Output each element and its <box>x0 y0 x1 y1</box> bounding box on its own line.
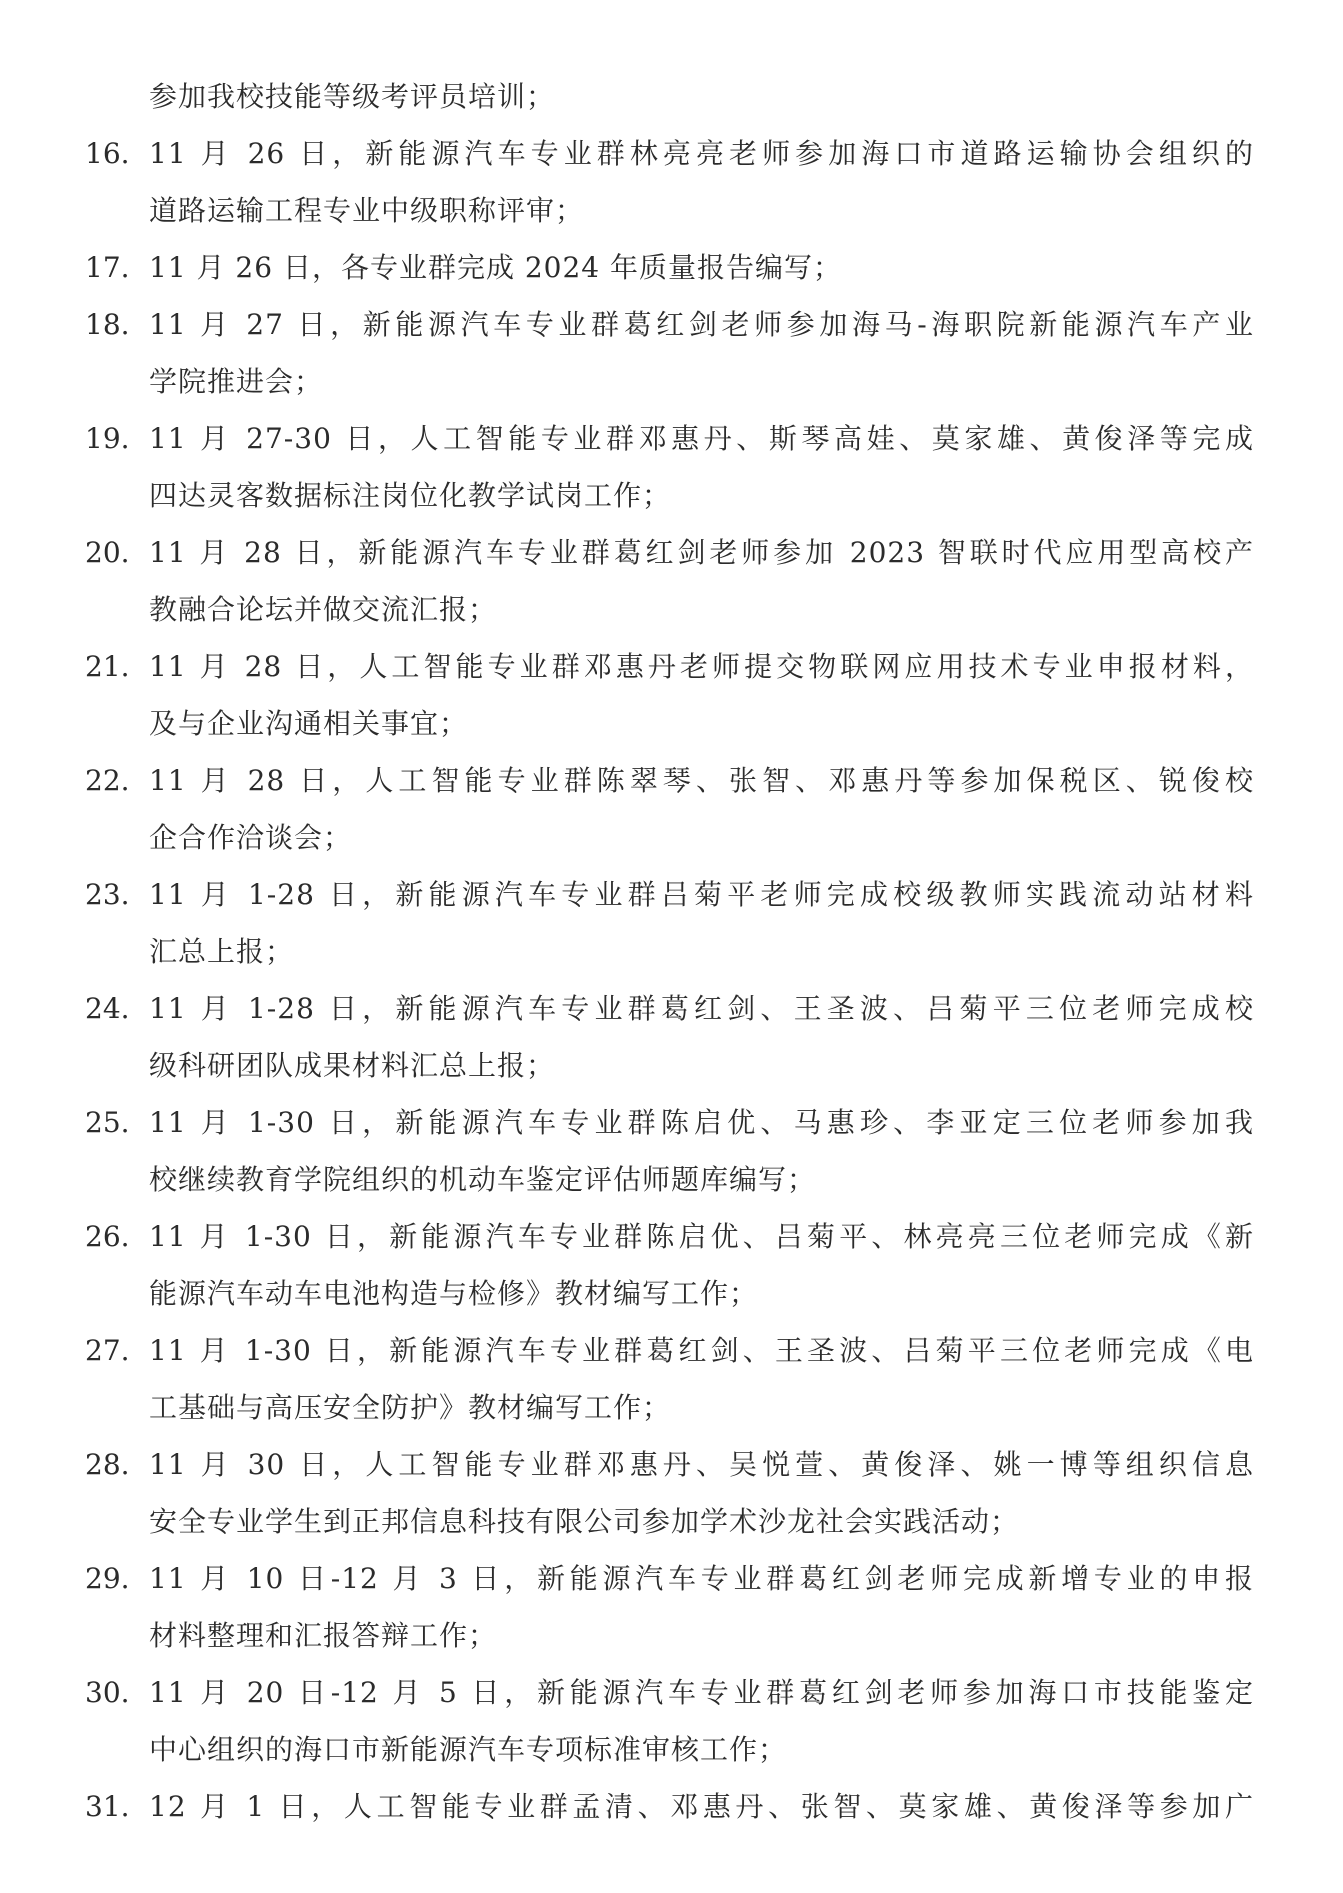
item-text <box>149 296 1259 410</box>
list-item <box>0 1664 1343 1778</box>
list-item <box>0 239 1343 296</box>
item-number: 30. <box>85 1676 130 1709</box>
list-item <box>0 410 1343 524</box>
list-item <box>0 638 1343 752</box>
item-text-line: 中心组织的海口市新能源汽车专项标准审核工作； <box>149 1733 788 1766</box>
item-text <box>149 1664 1259 1778</box>
list-item <box>0 1322 1343 1436</box>
item-number: 28. <box>85 1448 130 1481</box>
item-text-line: 11 月 28 日，新能源汽车专业群葛红剑老师参加 2023 智联时代应用型高校产 <box>149 536 1254 569</box>
item-text <box>149 752 1259 866</box>
item-text-line: 道路运输工程专业中级职称评审； <box>149 194 585 227</box>
list-item <box>0 752 1343 866</box>
item-text-line: 11 月 27 日，新能源汽车专业群葛红剑老师参加海马-海职院新能源汽车产业 <box>149 308 1254 341</box>
item-text-line: 安全专业学生到正邦信息科技有限公司参加学术沙龙社会实践活动； <box>149 1505 1020 1538</box>
item-text-line: 11 月 1-30 日，新能源汽车专业群葛红剑、王圣波、吕菊平三位老师完成《电 <box>149 1334 1254 1367</box>
list-item <box>0 866 1343 980</box>
item-text-line: 学院推进会； <box>149 365 324 398</box>
item-text-line: 及与企业沟通相关事宜； <box>149 707 469 740</box>
item-text <box>149 1550 1259 1664</box>
item-text <box>149 524 1259 638</box>
item-number: 27. <box>85 1334 130 1367</box>
work-item-list <box>0 125 1343 1835</box>
item-text-line: 11 月 28 日，人工智能专业群陈翠琴、张智、邓惠丹等参加保税区、锐俊校 <box>149 764 1254 797</box>
item-text <box>149 1208 1259 1322</box>
item-number: 22. <box>85 764 130 797</box>
item-text-line: 11 月 1-28 日，新能源汽车专业群吕菊平老师完成校级教师实践流动站材料 <box>149 878 1254 911</box>
item-text-line: 11 月 30 日，人工智能专业群邓惠丹、吴悦萱、黄俊泽、姚一博等组织信息 <box>149 1448 1254 1481</box>
item-text-line: 企合作洽谈会； <box>149 821 353 854</box>
item-text <box>149 1436 1259 1550</box>
item-text-line: 级科研团队成果材料汇总上报； <box>149 1049 556 1082</box>
item-text-line: 工基础与高压安全防护》教材编写工作； <box>149 1391 672 1424</box>
item-text-line: 11 月 1-30 日，新能源汽车专业群陈启优、吕菊平、林亮亮三位老师完成《新 <box>149 1220 1254 1253</box>
item-text-line: 四达灵客数据标注岗位化教学试岗工作； <box>149 479 672 512</box>
item-text-line: 教融合论坛并做交流汇报； <box>149 593 498 626</box>
item-text <box>149 980 1259 1094</box>
item-text <box>149 638 1259 752</box>
item-text-line: 11 月 27-30 日，人工智能专业群邓惠丹、斯琴高娃、莫家雄、黄俊泽等完成 <box>149 422 1254 455</box>
item-text-line: 能源汽车动车电池构造与检修》教材编写工作； <box>149 1277 759 1310</box>
item-text <box>149 125 1259 239</box>
item-text <box>149 410 1259 524</box>
item-text-line: 11 月 1-28 日，新能源汽车专业群葛红剑、王圣波、吕菊平三位老师完成校 <box>149 992 1254 1025</box>
item-text <box>149 866 1259 980</box>
item-text <box>149 1094 1259 1208</box>
item-text-line: 校继续教育学院组织的机动车鉴定评估师题库编写； <box>149 1163 817 1196</box>
item-number: 24. <box>85 992 130 1025</box>
item-number: 16. <box>85 137 130 170</box>
item-number: 21. <box>85 650 130 683</box>
list-item <box>0 296 1343 410</box>
item-text-line: 11 月 20 日-12 月 5 日，新能源汽车专业群葛红剑老师参加海口市技能鉴定 <box>149 1676 1254 1709</box>
item-number: 20. <box>85 536 130 569</box>
item-text-line: 11 月 26 日，新能源汽车专业群林亮亮老师参加海口市道路运输协会组织的 <box>149 137 1254 170</box>
item-number: 26. <box>85 1220 130 1253</box>
list-item <box>0 1778 1343 1835</box>
item-text-line: 材料整理和汇报答辩工作； <box>149 1619 498 1652</box>
item-text-line: 11 月 10 日-12 月 3 日，新能源汽车专业群葛红剑老师完成新增专业的申报 <box>149 1562 1254 1595</box>
item-number: 31. <box>85 1790 130 1823</box>
list-item <box>0 1094 1343 1208</box>
list-item <box>0 1208 1343 1322</box>
list-item <box>0 980 1343 1094</box>
list-item <box>0 125 1343 239</box>
item-text <box>149 1778 1259 1835</box>
list-item <box>0 1550 1343 1664</box>
item-text-line: 12 月 1 日，人工智能专业群孟清、邓惠丹、张智、莫家雄、黄俊泽等参加广 <box>149 1790 1254 1823</box>
continuation-line: 参加我校技能等级考评员培训； <box>149 80 556 113</box>
item-text <box>149 239 1259 296</box>
list-item <box>0 524 1343 638</box>
item-text-line: 汇总上报； <box>149 935 295 968</box>
item-number: 19. <box>85 422 130 455</box>
item-number: 25. <box>85 1106 130 1139</box>
item-number: 18. <box>85 308 130 341</box>
item-number: 17. <box>85 251 130 284</box>
item-text <box>149 1322 1259 1436</box>
item-number: 29. <box>85 1562 130 1595</box>
item-text-line: 11 月 26 日，各专业群完成 2024 年质量报告编写； <box>149 251 843 284</box>
item-text-line: 11 月 28 日，人工智能专业群邓惠丹老师提交物联网应用技术专业申报材料， <box>149 650 1254 683</box>
item-text-line: 11 月 1-30 日，新能源汽车专业群陈启优、马惠珍、李亚定三位老师参加我 <box>149 1106 1254 1139</box>
item-number: 23. <box>85 878 130 911</box>
list-item <box>0 1436 1343 1550</box>
